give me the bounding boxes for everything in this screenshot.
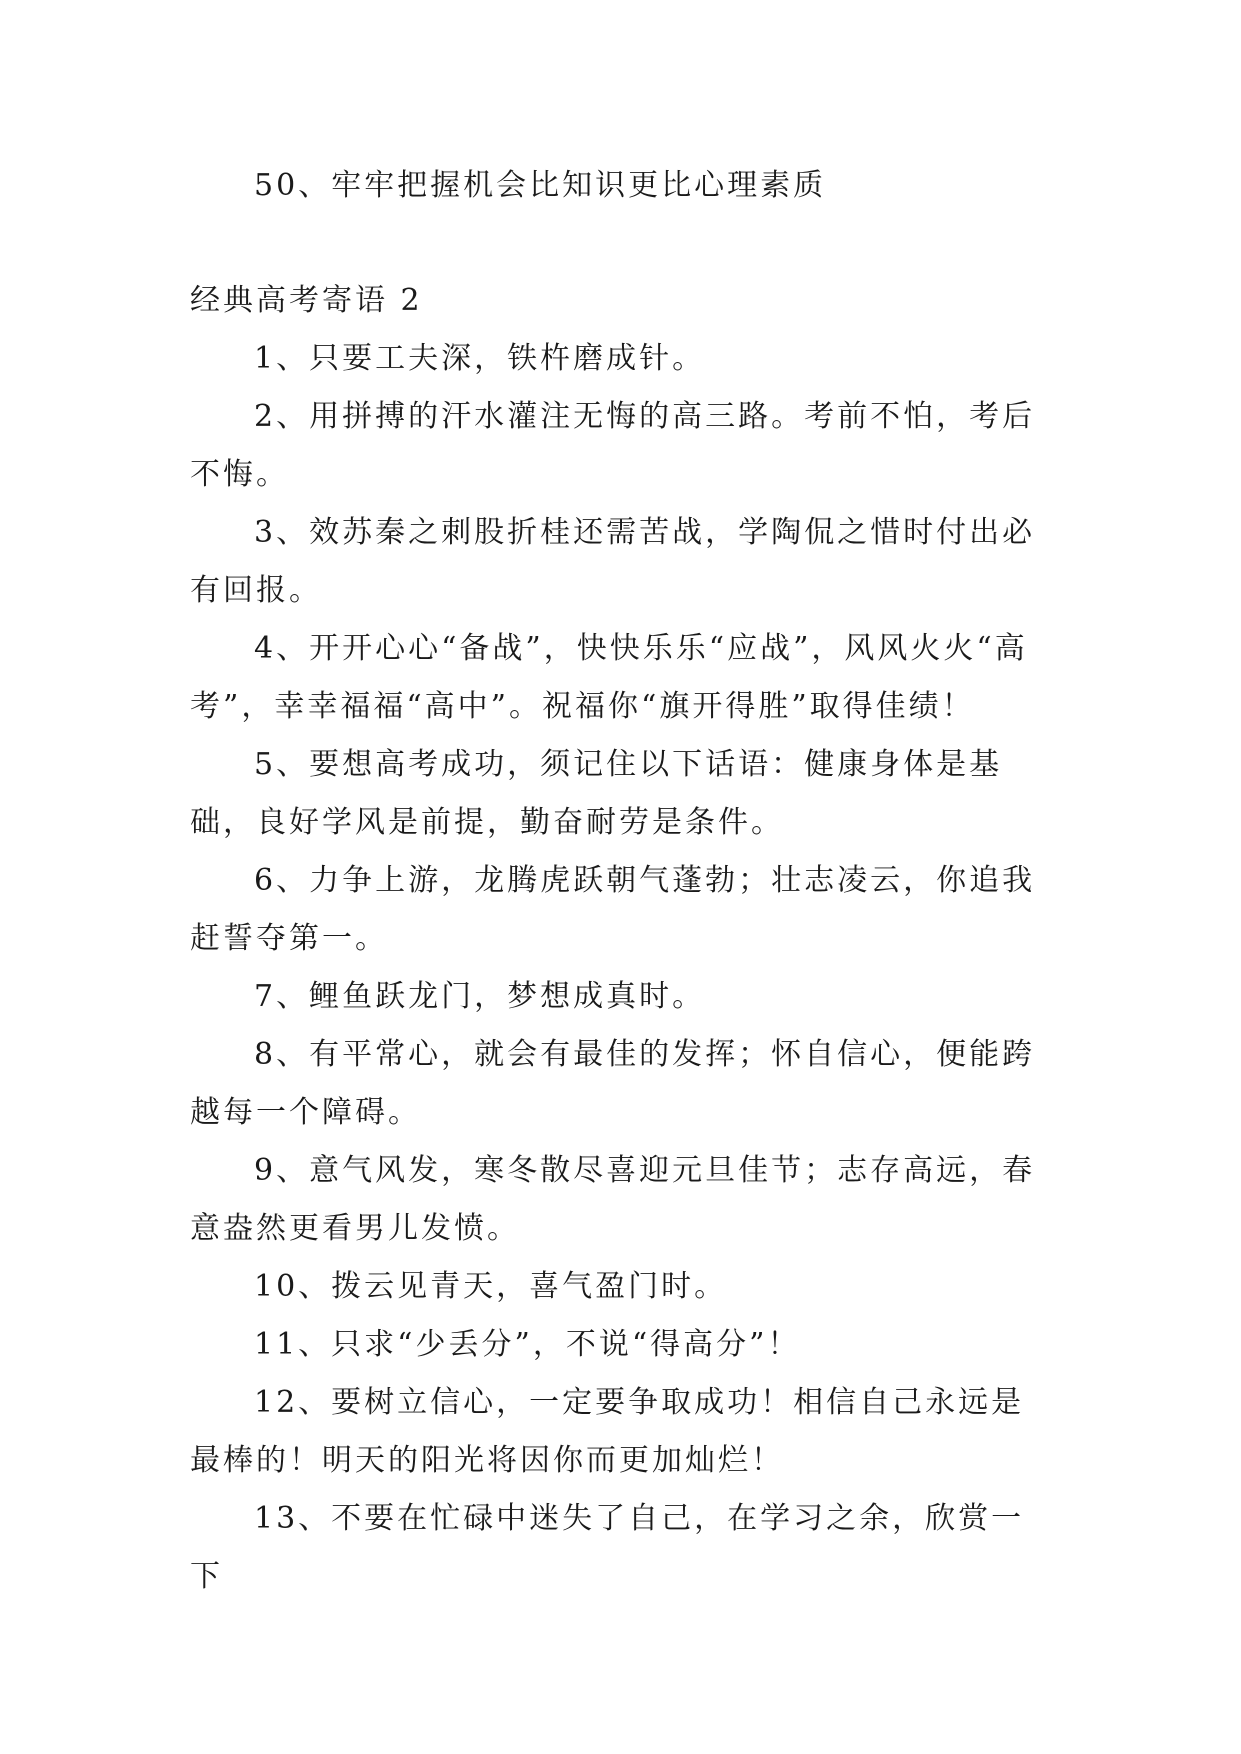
list-item: 50、牢牢把握机会比知识更比心理素质	[254, 168, 827, 203]
list-item: 8、有平常心，就会有最佳的发挥；怀自信心，便能跨越每一个障碍。	[190, 1037, 1036, 1130]
list-item: 10、拨云见青天，喜气盈门时。	[254, 1269, 728, 1304]
item-list	[190, 330, 1050, 1606]
list-item: 13、不要在忙碌中迷失了自己，在学习之余，欣赏一下	[190, 1501, 1025, 1594]
list-item: 12、要树立信心，一定要争取成功！相信自己永远是最棒的！明天的阳光将因你而更加灿烂！	[190, 1385, 1025, 1478]
list-item: 3、效苏秦之刺股折桂还需苦战，学陶侃之惜时付出必有回报。	[190, 515, 1036, 608]
list-item: 9、意气风发，寒冬散尽喜迎元旦佳节；志存高远，春意盎然更看男儿发愤。	[190, 1153, 1036, 1246]
list-item: 2、用拼搏的汗水灌注无悔的高三路。考前不怕，考后不悔。	[190, 399, 1036, 492]
section-title: 经典高考寄语 2	[190, 283, 423, 318]
list-item: 1、只要工夫深，铁杵磨成针。	[254, 341, 706, 376]
list-item: 4、开开心心“备战”，快快乐乐“应战”，风风火火“高考”，幸幸福福“高中”。祝福你“旗开得胜”取得佳绩！	[190, 631, 1028, 724]
list-item: 6、力争上游，龙腾虎跃朝气蓬勃；壮志凌云，你追我赶誓夺第一。	[190, 863, 1036, 956]
list-item: 7、鲤鱼跃龙门，梦想成真时。	[254, 979, 706, 1014]
list-item: 11、只求“少丢分”，不说“得高分”！	[254, 1327, 801, 1362]
list-item: 5、要想高考成功，须记住以下话语：健康身体是基础，良好学风是前提，勤奋耐劳是条件。	[190, 747, 1003, 840]
